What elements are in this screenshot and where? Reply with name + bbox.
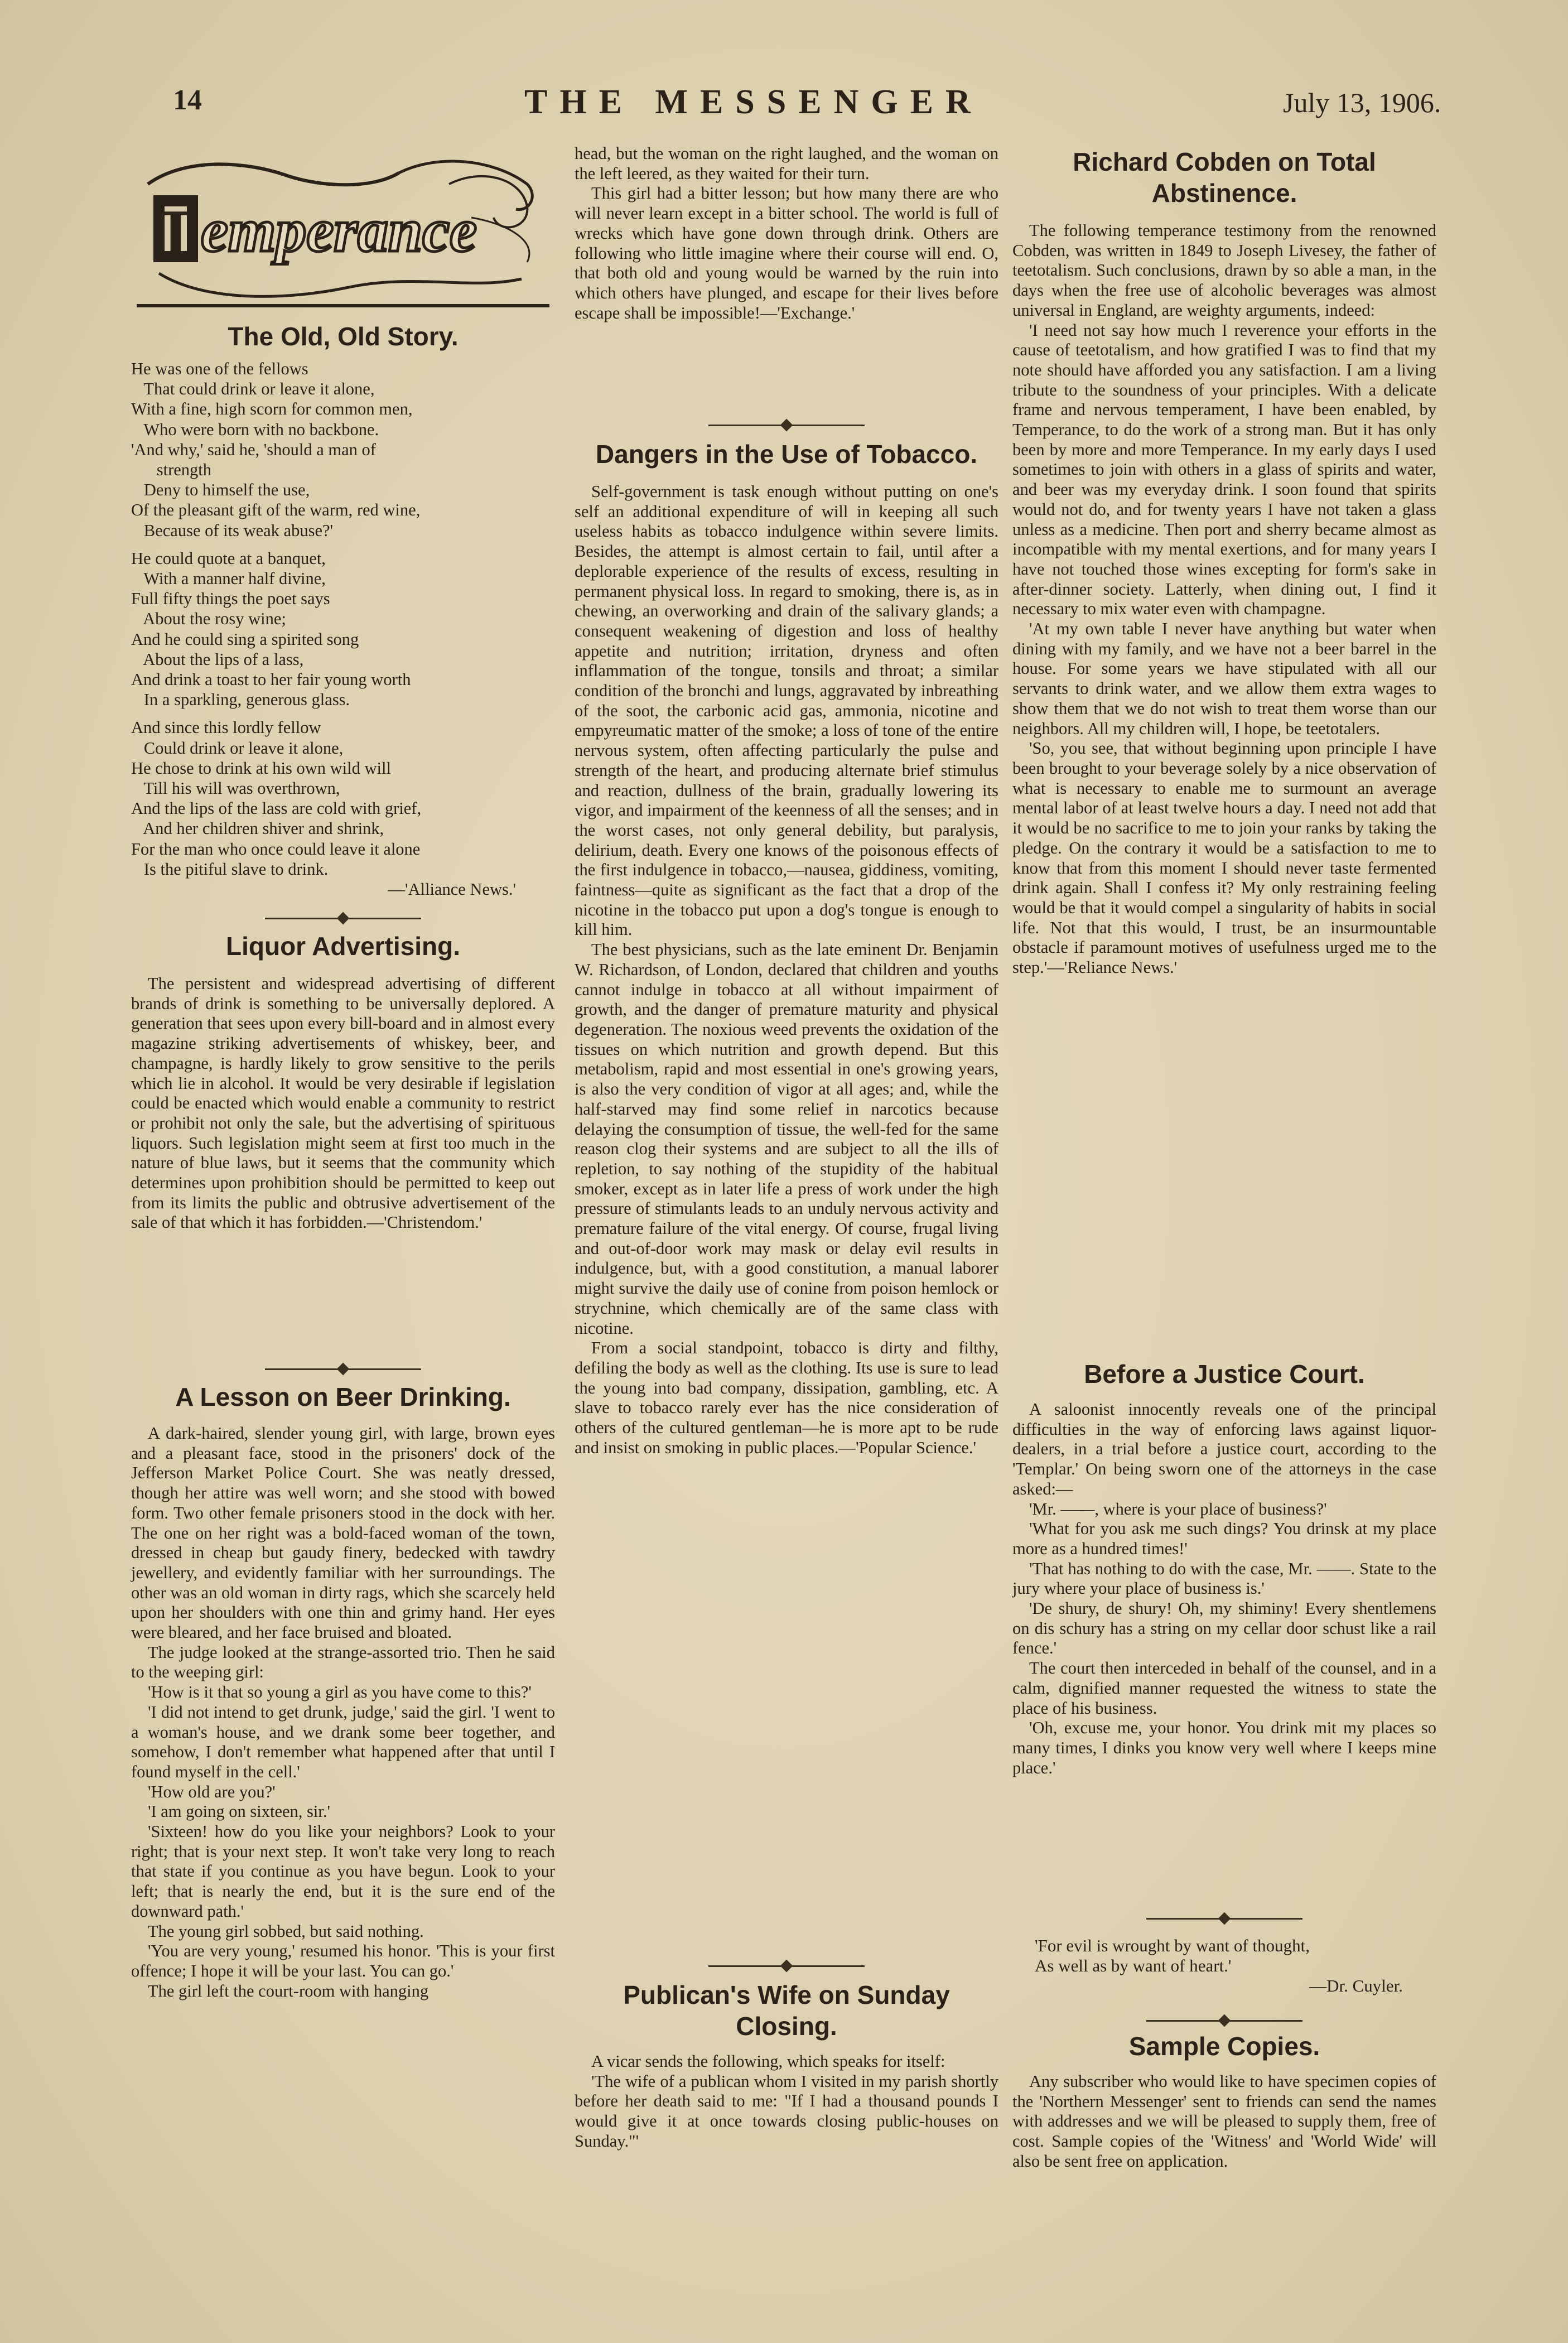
cobden-article: Richard Cobden on Total Abstinence. The following temperance testimony from the renowned Cobden, was written in 1849 to Joseph Livesey, the father of teetotalism. Such conclusions, drawn by so able a man, in the days when the free use of alcoholic beverages was almost universal in England, are weighty arguments, indeed: 'I need not say how much I reverence your efforts in the cause of teetotalism, and how gratified I was to find that my note should have afforded you any satisfaction. I am a living tribute to the soundness of your principles. With a delicate frame and nervous temperament, I have been enabled, by Temperance, to do the work of a strong man. But it has only been by more and more Temperance. In my early days I used sometimes to join with others in a glass of spirits and water, and beer was my everyday drink. I soon found that spirits would not do, and for twenty years I have not taken a glass unless as a medicine. Then port and sherry became almost as incompatible with my mental exertions, and for many years I have not touched those wines excepting for form's sake in after-dinner society. Latterly, when dining out, I find it necessary to mix water even with champagne. 'At my own table I never have anything but water when dining with my family, and we have not a beer barrel in the house. For some years we have stipulated with all our servants to drink water, and we allow them extra wages to show them that we do not wish to treat them worse than our neighbors. All my children will, I hope, be teetotalers. 'So, you see, that without beginning upon principle I have been brought to your beverage solely by a nice observation of what is necessary to enable me to surmount an average mental labor of at least twelve hours a day. I need not add that it would be no sacrifice to me to join your ranks by taking the pledge. On the contrary it would be a satisfaction to me to know that from this moment I should never taste fermented drink again. Shall I confess it? My only restraining feeling would be that it would compel a singularity of habits in social life. Not that this would, I trust, be an insurmountable obstacle if paramount motives of usefulness urged me to the step.'—'Reliance News.' — [1012, 147, 1436, 977]
liquor-article: Liquor Advertising. The persistent and widespread advertising of different brands of drink is something to be universally deplored. A generation that sees upon every bill-board and in almost every magazine striking advertisements of whiskey, beer, and champagne, is hardly likely to grow sensitive to the perils which lie in alcohol. It would be very desirable if legislation could be enacted which would enable a community to restrict or prohibit not only the sale, but the advertising of spirituous liquors. Such legislation might seem at first too much in the nature of blue laws, but it seems that the community which determines upon prohibition should be permitted to keep out from its limits the public and obtrusive advertisement of the sale of that which it has forbidden.—'Christendom.' — [131, 932, 555, 1232]
poem-source: —'Alliance News.' — [388, 880, 516, 899]
poem-title: The Old, Old Story. — [228, 322, 459, 351]
cobden-title: Richard Cobden on Total Abstinence. — [1073, 147, 1376, 208]
poem-body: He was one of the fellows That could drink or leave it alone, With a fine, high scorn for common men, Who were born with no backbone. 'And why,' said he, 'should a man of strength Deny to himself the use, Of the pleasant gift of the warm, red wine, Because of its weak abuse?' He could quote at a banquet, With a manner half divine, Full fifty things the poet says About the rosy wine; And he could sing a spirited song About the lips of a lass, And drink a toast to her fair young worth In a sparkling, generous glass. And since this lordly fellow Could drink or leave it alone, He chose to drink at his own wild will Till his will was overthrown, And the lips of the lass are cold with grief, And her children shiver and shrink, For the man who once could leave it alone Is the pitiful slave to drink. —'Alliance News.' — [131, 359, 555, 899]
section-divider — [1146, 2013, 1302, 2028]
publican-article: Publican's Wife on Sunday Closing. A vicar sends the following, which speaks for itself: 'The wife of a publican whom I visited in my parish shortly before her death said to me: "If I had a thousand pounds I would give it at once towards closing public-houses on Sunday."' — [575, 1980, 998, 2151]
masthead-title: THE MESSENGER — [524, 83, 983, 121]
lesson-continuation: head, but the woman on the right laughed, and the woman on the left leered, as they waited for their turn. This girl had a bitter lesson; but how many there are who will never learn except in a bitter school. The world is full of wrecks which have gone down through drink. Others are following who little imagine where their course will end. O, that both old and young would be warned by the ruin into which others have plunged, and escape for their lives before escape shall be impossible!—'Exchange.' — [575, 144, 998, 322]
section-divider — [265, 910, 421, 926]
svg-text:emperance: emperance — [201, 196, 477, 264]
cuyler-quote: 'For evil is wrought by want of thought, As well as by want of heart.' —Dr. Cuyler. — [1035, 1936, 1403, 1995]
samples-article: Sample Copies. Any subscriber who would like to have specimen copies of the 'Northern Messenger' sent to friends can send the names with addresses and we will be pleased to supply them, free of cost. Sample copies of the 'Witness' and 'World Wide' will also be sent free on application. — [1012, 2032, 1436, 2171]
samples-title: Sample Copies. — [1128, 2032, 1320, 2061]
publican-title: Publican's Wife on Sunday Closing. — [623, 1980, 950, 2041]
svg-text:T: T — [153, 196, 199, 270]
section-divider — [1146, 1911, 1302, 1926]
section-divider — [708, 417, 865, 433]
lesson-article: A Lesson on Beer Drinking. A dark-haired, slender young girl, with large, brown eyes and a pleasant face, stood in the prisoners' dock of the Jefferson Market Police Court. She was neatly dressed, though her attire was well worn; and she stood with bowed form. Two other female prisoners stood in the dock with her. The one on her right was a bold-faced woman of the town, dressed in cheap but gaudy finery, bedecked with tawdry jewellery, and evidently familiar with her surroundings. The other was an old woman in dirty rags, which she scarcely held upon her shoulders with one thin and grimy hand. Her eyes were bleared, and her face bruised and bloated. The judge looked at the strange-assorted trio. Then he said to the weeping girl: 'How is it that so young a girl as you have come to this?' 'I did not intend to get drunk, judge,' said the girl. 'I went to a woman's house, and we drank some beer together, and somehow, I don't remember what happened after that until I found myself in the cell.' 'How old are you?' 'I am going on sixteen, sir.' 'Sixteen! how do you like your neighbors? Look to your right; that is your next step. It won't take very long to reach that state if you continue as you have begun. Look to your left; that is nearly the end, but it is the sure end of the downward path.' The young girl sobbed, but said nothing. 'You are very young,' resumed his honor. 'This is your first offence; I hope it will be your last. You can go.' The girl left the court-room with hanging — [131, 1382, 555, 2000]
liquor-title: Liquor Advertising. — [226, 932, 460, 961]
section-divider — [708, 1958, 865, 1974]
section-divider — [265, 1361, 421, 1377]
tobacco-title: Dangers in the Use of Tobacco. — [595, 440, 978, 469]
justice-title: Before a Justice Court. — [1084, 1359, 1365, 1389]
issue-date: July 13, 1906. — [1283, 87, 1441, 118]
temperance-logo — [137, 151, 549, 312]
lesson-title: A Lesson on Beer Drinking. — [175, 1382, 511, 1411]
page-number: 14 — [173, 84, 202, 116]
poem-article — [131, 321, 555, 899]
justice-article: Before a Justice Court. A saloonist innocently reveals one of the principal difficulties in the way of enforcing laws against liquor-dealers, in a trial before a justice court, according to the 'Templar.' On being sworn one of the attorneys in the case asked:— 'Mr. ——, where is your place of business?' 'What for you ask me such dings? You drinsk at my place more as a hundred times!' 'That has nothing to do with the case, Mr. ——. State to the jury where your place of business is.' 'De shury, de shury! Oh, my shiminy! Every shentlemens on dis schury has a string on my cellar door schust like a rail fence.' The court then interceded in behalf of the counsel, and in a calm, dignified manner requested the witness to state the place of his business. 'Oh, excuse me, your honor. You drink mit my places so many times, I dinks you know very well where I keeps mine place.' — [1012, 1359, 1436, 1777]
tobacco-article: Dangers in the Use of Tobacco. Self-government is task enough without putting on one's self an additional expenditure of will in keeping all such useless habits as tobacco indulgence within severe limits. Besides, the attempt is almost certain to fail, until after a deplorable experience of the results of excess, resulting in permanent physical loss. In regard to smoking, there is, as in chewing, an overworking and drain of the salivary glands; a consequent weakening of digestion and loss of healthy appetite and nutrition; irritation, dryness and often inflammation of the tongue, tonsils and throat; a similar condition of the bronchi and lungs, aggravated by inbreathing of the soot, the carbonic acid gas, ammonia, nicotine and empyreumatic matter of the smoke; a loss of tone of the entire nervous system, often affecting particularly the pulse and strength of the heart, and producing alternate brief stimulus and reaction, dullness of the brain, gradually lowering its vigor, and impairment of the keenness of all the senses; and in the worst cases, not only general debility, but paralysis, delirium, death. Every one knows of the poisonous effects of the first indulgence in tobacco,—nausea, giddiness, vomiting, faintness—quite as significant as the fact that a drop of the nicotine in the tobacco put upon a dog's tongue is enough to kill him. The best physicians, such as the late eminent Dr. Benjamin W. Richardson, of London, declared that children and youths cannot indulge in tobacco at all without impairment of growth, and the danger of premature maturity and physical degeneration. The noxious weed prevents the oxidation of the tissues on which nutrition and growth depend. But this metabolism, rapid and most essential in one's growing years, is also the very condition of vigor at all ages; and, while the half-starved may find some relief in narcotics because delaying the consumption of tissue, the well-fed for the same reason clog their systems and are subject to all the ills of repletion, to say nothing of the stupidity of the habitual smoker, except as in later life a press of work under the high pressure of stimulants leads to an unduly nervous activity and premature failure of the vital energy. Of course, frugal living and out-of-door work may mask or delay evil results in indulgence, but, with a good constitution, a manual laborer might survive the daily use of conine from poison hemlock or strychnine, which chemically are of the same class with nicotine. From a social standpoint, tobacco is dirty and filthy, defiling the body as well as the clothing. Its use is sure to lead the young into bad company, dissipation, gambling, etc. A slave to tobacco rarely ever has the nice consideration of others of the cultured gentleman—he is more apt to be rude and insist on smoking in public places.—'Popular Science.' — [575, 440, 998, 1457]
